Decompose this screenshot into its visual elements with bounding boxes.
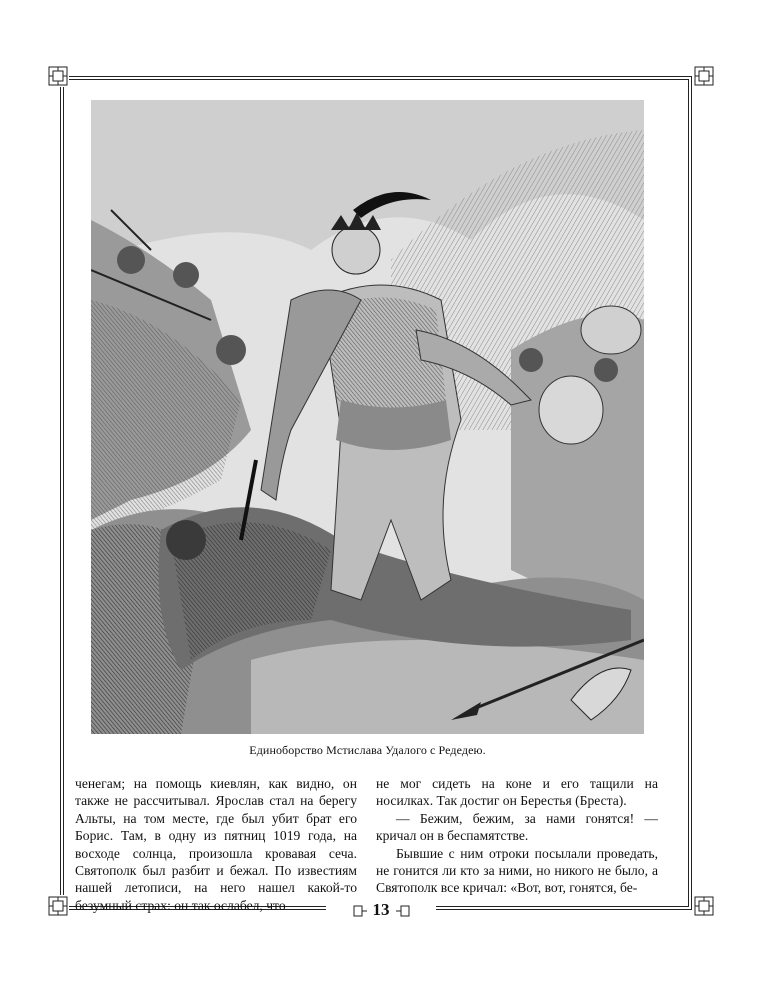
illustration-caption: Единоборство Мстислава Удалого с Редедею. bbox=[249, 743, 486, 757]
corner-ornament-bottom-right bbox=[693, 895, 715, 917]
page-number: 13 bbox=[372, 900, 390, 919]
engraving-illustration bbox=[91, 100, 644, 734]
corner-ornament-top-left bbox=[47, 65, 69, 87]
ornament-right-icon bbox=[396, 904, 410, 916]
left-column-paragraph: ченегам; на помощь киевлян, как видно, он также не рассчитывал. Ярослав стал на берегу Альты, на том месте, где был убит брат его Борис. Там, в одну из пятниц 1019 года, на восходе солнца, произошла кровавая сеча. Святополк был разбит и бежал. По известиям нашей летописи, на него нашел какой-то безумный страх: он так ослабел, что bbox=[75, 776, 357, 913]
corner-ornament-top-right bbox=[693, 65, 715, 87]
ornament-left-icon bbox=[353, 904, 367, 916]
page-number-block bbox=[326, 898, 436, 922]
corner-ornament-bottom-left bbox=[47, 895, 69, 917]
text-column-right bbox=[376, 775, 658, 897]
right-column-paragraph-1: не мог сидеть на коне и его тащили на носилках. Так достиг он Берестья (Бреста). bbox=[376, 776, 658, 809]
text-column-left bbox=[75, 775, 357, 914]
right-column-paragraph-3: Бывшие с ним отроки посылали проведать, не гонится ли кто за ними, но никого не было, а Святополк все кричал: «Вот, вот, гонятся, бе- bbox=[376, 845, 658, 896]
right-column-paragraph-2: — Бежим, бежим, за нами гонятся! — кричал он в беспамятстве. bbox=[376, 810, 658, 844]
